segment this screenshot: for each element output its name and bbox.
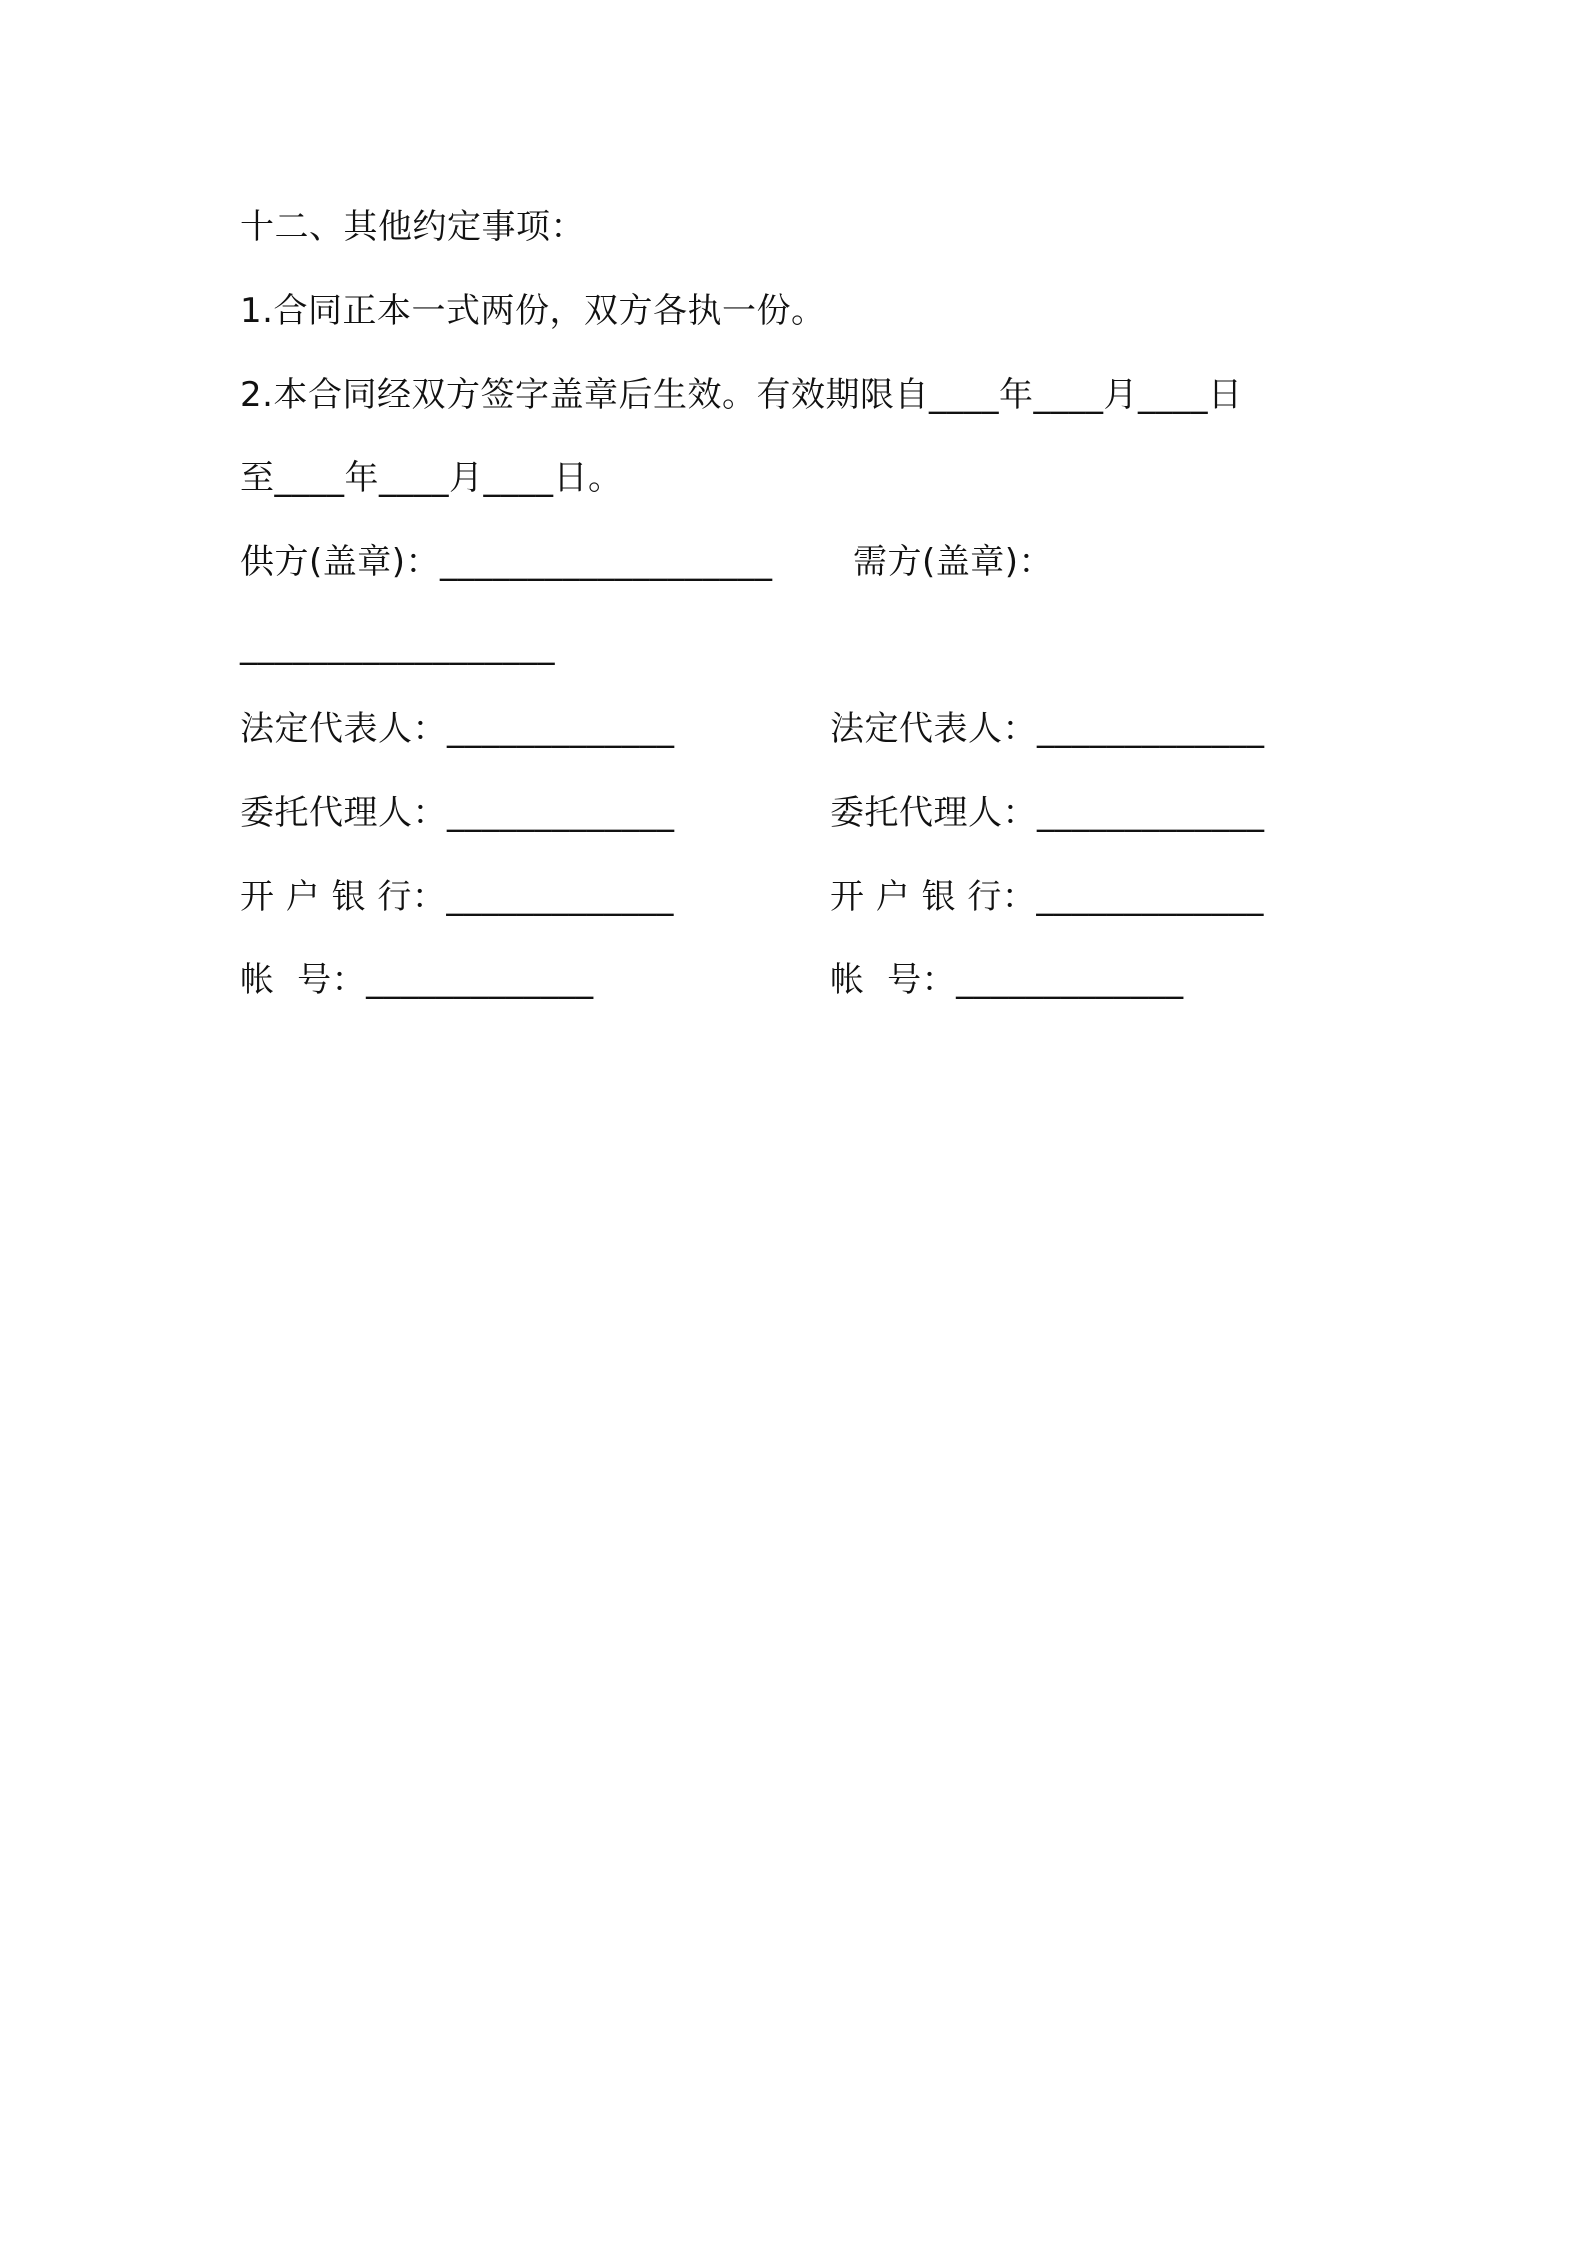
clause-1: 1.合同正本一式两份，双方各执一份。: [240, 291, 826, 331]
clause-2-line-1: 2.本合同经双方签字盖章后生效。有效期限自____年____月____日: [240, 375, 1243, 415]
supplier-legal-rep-field: 法定代表人：_____________: [240, 709, 675, 749]
buyer-seal-label: 需方(盖章)：: [853, 542, 1054, 582]
supplier-bank-field: 开 户 银 行：_____________: [240, 877, 674, 917]
buyer-account-field: 帐 号：_____________: [830, 960, 1184, 1000]
buyer-legal-rep-field: 法定代表人：_____________: [830, 709, 1265, 749]
supplier-account-field: 帐 号：_____________: [240, 960, 594, 1000]
supplier-seal-field: 供方(盖章)：___________________: [240, 542, 773, 582]
supplier-agent-field: 委托代理人：_____________: [240, 793, 675, 833]
buyer-seal-blank: __________________: [240, 626, 555, 666]
buyer-bank-field: 开 户 银 行：_____________: [830, 877, 1264, 917]
buyer-agent-field: 委托代理人：_____________: [830, 793, 1265, 833]
section-heading: 十二、其他约定事项：: [240, 207, 585, 247]
clause-2-line-2: 至____年____月____日。: [240, 458, 623, 498]
